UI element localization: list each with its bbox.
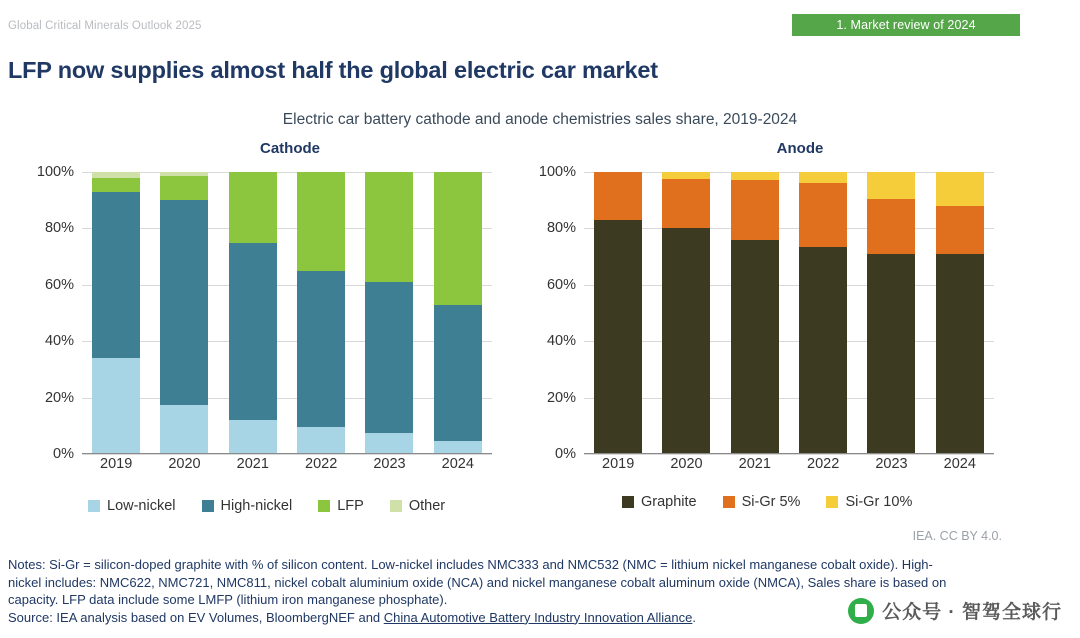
legend-label: Graphite [641, 494, 697, 510]
anode-legend [622, 494, 938, 510]
bar-segment[interactable] [92, 178, 140, 192]
bar-segment[interactable] [731, 180, 779, 239]
legend-item[interactable] [622, 494, 697, 510]
anode-x-axis [584, 456, 994, 472]
cathode-x-axis [82, 456, 492, 472]
legend-label: High-nickel [220, 498, 293, 514]
bar-segment[interactable] [799, 247, 847, 454]
x-tick-label: 2023 [875, 456, 908, 472]
legend-label: Low-nickel [107, 498, 176, 514]
bar-segment[interactable] [799, 172, 847, 183]
y-tick-label: 80% [546, 220, 576, 237]
y-tick-label: 100% [36, 164, 74, 180]
stacked-bar[interactable] [731, 172, 779, 454]
bar-segment[interactable] [297, 271, 345, 428]
bar-segment[interactable] [365, 282, 413, 433]
legend-label: Other [408, 498, 446, 514]
bar-segment[interactable] [594, 220, 642, 454]
legend-swatch [202, 500, 214, 512]
bar-segment[interactable] [365, 433, 413, 454]
y-tick-label: 40% [546, 333, 576, 350]
legend-swatch [390, 500, 402, 512]
notes-line-2: nickel includes: NMC622, NMC721, NMC811, nickel cobalt aluminium oxide (NCA) and nickel manganese cobalt aluminum oxide (NMCA), Sales share is based on [8, 574, 947, 590]
legend-item[interactable] [88, 498, 176, 514]
gridline [82, 454, 492, 455]
notes-line-3: capacity. LFP data include some LMFP (lithium iron manganese phosphate). [8, 592, 448, 608]
y-tick-label: 20% [44, 389, 74, 406]
bar-segment[interactable] [297, 172, 345, 271]
bar-segment[interactable] [160, 405, 208, 454]
y-tick-label: 0% [53, 446, 74, 462]
stacked-bar[interactable] [365, 172, 413, 454]
bar-segment[interactable] [731, 240, 779, 454]
x-tick-label: 2019 [602, 456, 635, 472]
stacked-bar[interactable] [229, 172, 277, 454]
bar-segment[interactable] [662, 228, 710, 454]
anode-y-axis [528, 164, 576, 462]
source-suffix: . [692, 609, 696, 625]
legend-swatch [318, 500, 330, 512]
legend-item[interactable] [723, 494, 801, 510]
anode-plot-area [584, 172, 994, 454]
x-tick-label: 2020 [670, 456, 703, 472]
bar-segment[interactable] [365, 172, 413, 282]
stacked-bar[interactable] [799, 172, 847, 454]
bar-segment[interactable] [867, 172, 915, 199]
bar-segment[interactable] [867, 199, 915, 254]
bar-segment[interactable] [662, 179, 710, 228]
source-prefix: Source: IEA analysis based on EV Volumes, BloombergNEF and [8, 609, 384, 625]
bar-segment[interactable] [92, 192, 140, 358]
bar-segment[interactable] [936, 206, 984, 254]
bar-segment[interactable] [229, 172, 277, 243]
y-tick-label: 20% [546, 389, 576, 406]
bar-segment[interactable] [867, 254, 915, 454]
bar-segment[interactable] [799, 183, 847, 246]
legend-swatch [88, 500, 100, 512]
bar-segment[interactable] [434, 305, 482, 442]
cathode-y-axis [26, 164, 74, 462]
anode-panel-label: Anode [776, 140, 824, 157]
watermark [848, 597, 1062, 624]
y-tick-label: 0% [555, 446, 576, 462]
legend-swatch [622, 496, 634, 508]
stacked-bar[interactable] [92, 172, 140, 454]
stacked-bar[interactable] [434, 172, 482, 454]
cathode-plot-area [82, 172, 492, 454]
chart-title: Electric car battery cathode and anode chemistries sales share, 2019-2024 [282, 111, 798, 128]
bar-segment[interactable] [229, 420, 277, 454]
y-tick-label: 60% [546, 276, 576, 293]
stacked-bar[interactable] [936, 172, 984, 454]
legend-item[interactable] [390, 498, 445, 514]
x-tick-label: 2021 [236, 456, 269, 472]
y-tick-label: 80% [44, 220, 74, 237]
wechat-icon [848, 598, 874, 624]
notes-line-1: Notes: Si-Gr = silicon-doped graphite with % of silicon content. Low-nickel includes NMC333 and NMC532 (NMC = lithium nickel manganese cobalt oxide). High- [8, 557, 933, 572]
bar-segment[interactable] [936, 172, 984, 206]
anode-baseline [584, 453, 994, 455]
x-tick-label: 2022 [807, 456, 840, 472]
bar-segment[interactable] [936, 254, 984, 454]
x-tick-label: 2021 [738, 456, 771, 472]
bar-segment[interactable] [160, 176, 208, 200]
bar-segment[interactable] [297, 427, 345, 454]
legend-label: Si-Gr 5% [741, 494, 801, 510]
stacked-bar[interactable] [867, 172, 915, 454]
y-tick-label: 60% [44, 276, 74, 293]
bar-segment[interactable] [229, 243, 277, 421]
legend-item[interactable] [318, 498, 364, 514]
bar-segment[interactable] [92, 358, 140, 454]
stacked-bar[interactable] [297, 172, 345, 454]
page-title: LFP now supplies almost half the global electric car market [8, 57, 658, 83]
gridline [584, 454, 994, 455]
stacked-bar[interactable] [160, 172, 208, 454]
bar-segment[interactable] [594, 172, 642, 220]
x-tick-label: 2024 [943, 456, 976, 472]
x-tick-label: 2020 [168, 456, 201, 472]
bar-segment[interactable] [434, 172, 482, 305]
legend-swatch [826, 496, 838, 508]
credit-text: IEA. CC BY 4.0. [912, 529, 1002, 543]
legend-item[interactable] [826, 494, 912, 510]
section-tag: 1. Market review of 2024 [792, 14, 1020, 36]
y-tick-label: 100% [538, 164, 576, 180]
cathode-baseline [82, 453, 492, 455]
legend-label: LFP [337, 498, 364, 514]
cathode-panel-label: Cathode [260, 140, 320, 157]
bar-segment[interactable] [160, 200, 208, 404]
legend-label: Si-Gr 10% [845, 494, 913, 510]
stacked-bar[interactable] [594, 172, 642, 454]
bar-segment[interactable] [731, 172, 779, 180]
x-tick-label: 2023 [373, 456, 406, 472]
watermark-text: 公众号 · 智驾全球行 [882, 602, 1062, 623]
bar-segment[interactable] [662, 172, 710, 179]
stacked-bar[interactable] [662, 172, 710, 454]
x-tick-label: 2019 [100, 456, 133, 472]
x-tick-label: 2024 [441, 456, 474, 472]
y-tick-label: 40% [44, 333, 74, 350]
cathode-legend [88, 498, 471, 514]
legend-item[interactable] [202, 498, 293, 514]
source-link[interactable]: China Automotive Battery Industry Innovation Alliance [383, 609, 693, 625]
legend-swatch [723, 496, 735, 508]
deck-title: Global Critical Minerals Outlook 2025 [8, 20, 202, 32]
x-tick-label: 2022 [305, 456, 338, 472]
